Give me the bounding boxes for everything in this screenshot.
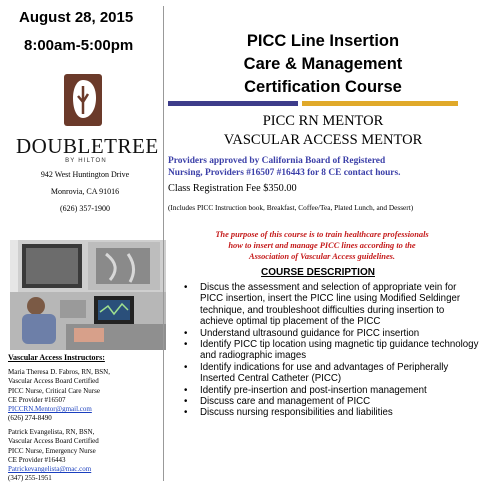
purpose-line1: The purpose of this course is to train healthcare professionals — [215, 230, 429, 239]
mentor-line2: VASCULAR ACCESS MENTOR — [223, 132, 423, 148]
course-description-list — [180, 282, 480, 419]
venue-address-line2: Monrovia, CA 91016 — [50, 187, 120, 196]
instructor-1-line: Maria Theresa D. Fabros, RN, BSN, — [8, 368, 110, 376]
instructor-2-line: PICC Nurse, Emergency Nurse — [8, 446, 96, 455]
instructor-2-phone: (347) 255-1951 — [8, 474, 52, 483]
event-time: 8:00am-5:00pm — [24, 37, 134, 54]
instructors-heading: Vascular Access Instructors: — [8, 353, 105, 362]
course-title — [168, 30, 478, 99]
instructor-1-email-link[interactable]: PICCRN.Mentor@gmail.com — [8, 405, 92, 414]
instructor-2-line: Patrick Evangelista, RN, BSN, — [8, 428, 95, 436]
training-photo — [10, 240, 166, 350]
mentor-line1: PICC RN MENTOR — [262, 113, 384, 129]
purpose-line3: Association of Vascular Access guidelines. — [248, 252, 396, 261]
course-title-line1: PICC Line Insertion — [246, 32, 400, 50]
instructor-2-email-link[interactable]: Patrickevangelista@mac.com — [8, 465, 92, 474]
purpose-line2: how to insert and manage PICC lines according to the — [228, 241, 416, 250]
course-title-line3: Certification Course — [244, 78, 402, 96]
list-item: • Identify indications for use and advantages of Peripherally Inserted Central Catheter (PICC) — [180, 362, 480, 385]
instructor-1-line: Vascular Access Board Certified — [8, 377, 99, 386]
list-item: • Understand ultrasound guidance for PICC insertion — [180, 328, 480, 339]
column-divider — [163, 6, 164, 481]
course-title-line2: Care & Management — [243, 55, 403, 73]
instructor-1-line: PICC Nurse, Critical Care Nurse — [8, 386, 100, 395]
providers-statement — [168, 155, 483, 179]
doubletree-logo-icon — [44, 72, 122, 128]
list-item: • Identify PICC tip location using magnetic tip guidance technology and radiographic images — [180, 339, 480, 362]
instructor-2 — [8, 428, 158, 484]
venue-address-line1: 942 West Huntington Drive — [40, 170, 130, 179]
logo-subtitle: BY HILTON — [65, 158, 107, 164]
logo-wordmark: DOUBLETREE — [16, 134, 159, 158]
fee-includes: (Includes PICC Instruction book, Breakfast, Coffee/Tea, Plated Lunch, and Dessert) — [168, 203, 414, 212]
decorative-bars — [168, 101, 458, 106]
providers-line2: Nursing, Providers #16507 #16443 for 8 CE contact hours. — [168, 168, 401, 178]
list-item: • Discuss nursing responsibilities and liabilities — [180, 407, 480, 418]
instructor-1-line: CE Provider #16507 — [8, 395, 66, 404]
instructor-1 — [8, 368, 158, 424]
providers-line1: Providers approved by California Board of Registered — [168, 156, 386, 166]
instructor-2-line: CE Provider #16443 — [8, 455, 66, 464]
list-item: • Discuss care and management of PICC — [180, 396, 480, 407]
instructor-1-phone: (626) 274-8490 — [8, 414, 52, 423]
list-item: • Discus the assessment and selection of appropriate vein for PICC insertion, insert the PICC line using Modified Seldinger technique, and troubleshoot difficulties during insertion to achieve optimal tip placement of the PICC — [180, 282, 480, 328]
registration-fee: Class Registration Fee $350.00 — [168, 183, 297, 194]
instructor-2-line: Vascular Access Board Certified — [8, 437, 99, 446]
list-item: • Identify pre-insertion and post-insertion management — [180, 385, 480, 396]
course-description-heading: COURSE DESCRIPTION — [261, 267, 375, 278]
event-date: August 28, 2015 — [19, 9, 134, 26]
venue-phone: (626) 357-1900 — [60, 204, 110, 213]
course-purpose — [172, 229, 472, 262]
